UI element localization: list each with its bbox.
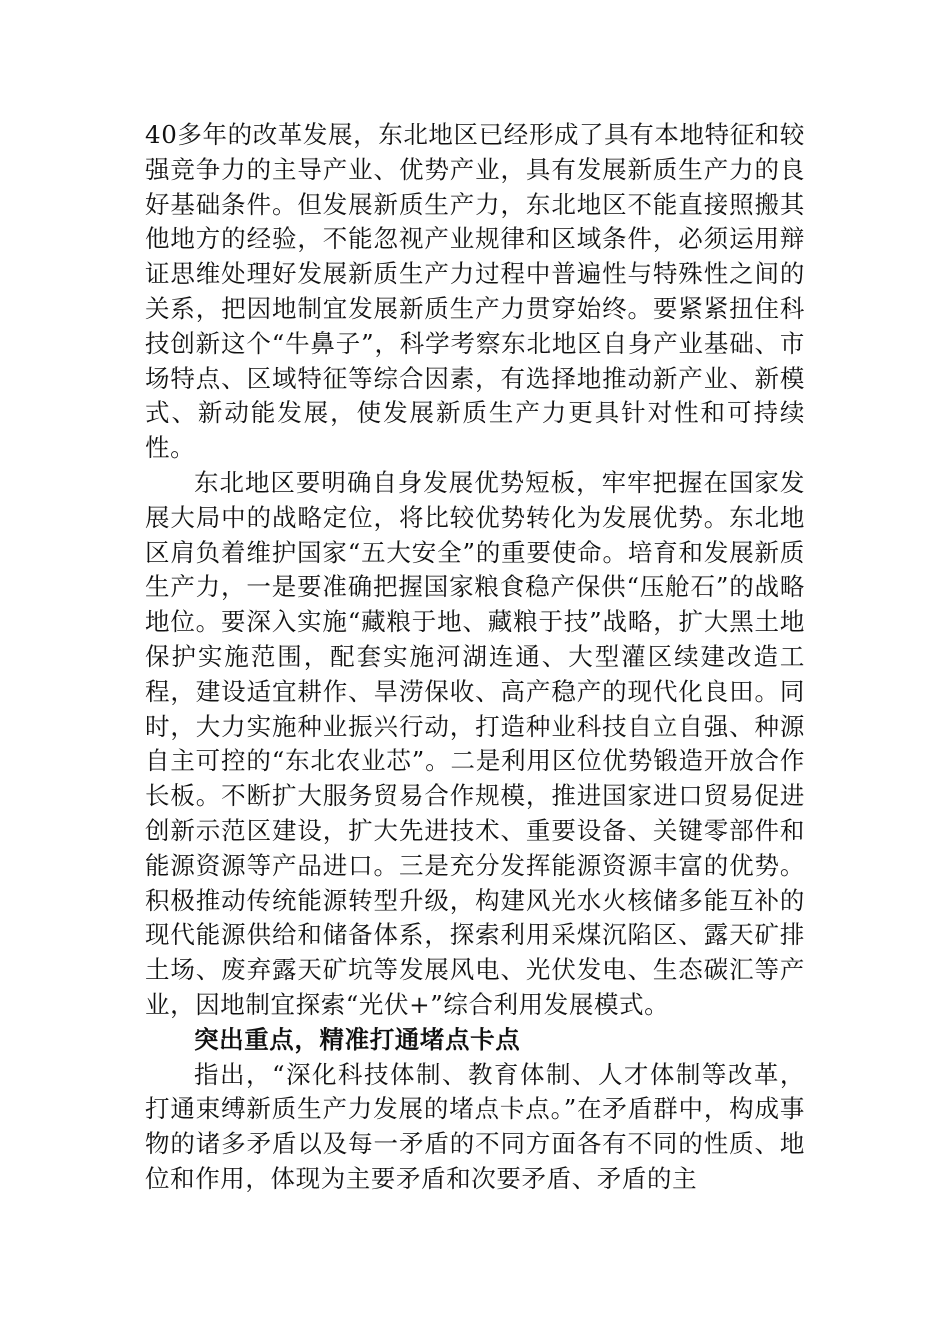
section-heading: 突出重点，精准打通堵点卡点 [194,1024,521,1054]
paragraph-1: 40多年的改革发展，东北地区已经形成了具有本地特征和较强竞争力的主导产业、优势产业，具有发展新质生产力的良好基础条件。但发展新质生产力，东北地区不能直接照搬其他地方的经验，不能忽视产业规律和区域条件，必须运用辩证思维处理好发展新质生产力过程中普遍性与特殊性之间的关系，把因地制宜发展新质生产力贯穿始终。要紧紧扭住科技创新这个“牛鼻子”，科学考察东北地区自身产业基础、市场特点、区域特征等综合因素，有选择地推动新产业、新模式、新动能发展，使发展新质生产力更具针对性和可持续性。 [145,120,805,463]
paragraph-2: 东北地区要明确自身发展优势短板，牢牢把握在国家发展大局中的战略定位，将比较优势转化为发展优势。东北地区肩负着维护国家“五大安全”的重要使命。培育和发展新质生产力，一是要准确把握国家粮食稳产保供“压舱石”的战略地位。要深入实施“藏粮于地、藏粮于技”战略，扩大黑土地保护实施范围，配套实施河湖连通、大型灌区续建改造工程，建设适宜耕作、旱涝保收、高产稳产的现代化良田。同时，大力实施种业振兴行动，打造种业科技自立自强、种源自主可控的“东北农业芯”。二是利用区位优势锻造开放合作长板。不断扩大服务贸易合作规模，推进国家进口贸易促进创新示范区建设，扩大先进技术、重要设备、关键零部件和能源资源等产品进口。三是充分发挥能源资源丰富的优势。积极推动传统能源转型升级，构建风光水火核储多能互补的现代能源供给和储备体系，探索利用采煤沉陷区、露天矿排土场、废弃露天矿坑等发展风电、光伏发电、生态碳汇等产业，因地制宜探索“光伏+”综合利用发展模式。 [145,467,805,1019]
document-body [145,118,805,1197]
paragraph-3: 指出，“深化科技体制、教育体制、人才体制等改革，打通束缚新质生产力发展的堵点卡点。”在矛盾群中，构成事物的诸多矛盾以及每一矛盾的不同方面各有不同的性质、地位和作用，体现为主要矛盾和次要矛盾、矛盾的主 [145,1059,805,1193]
